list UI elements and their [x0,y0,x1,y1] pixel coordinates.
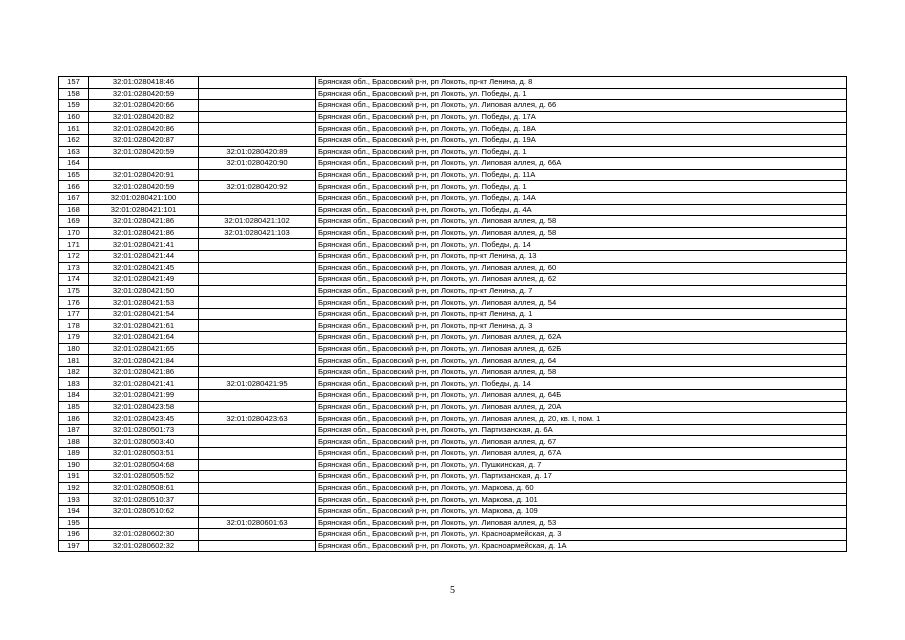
row-number-cell: 184 [59,390,89,402]
address-cell: Брянская обл., Брасовский р-н, рп Локоть, пр-кт Ленина, д. 1 [316,308,847,320]
row-number-cell: 179 [59,332,89,344]
table-row [59,262,847,274]
cadastral-number-cell: 32:01:0280602:32 [89,540,199,552]
row-number-cell: 193 [59,494,89,506]
address-cell: Брянская обл., Брасовский р-н, рп Локоть, ул. Липовая аллея, д. 62Б [316,343,847,355]
related-cadastral-number-cell [199,88,316,100]
related-cadastral-number-cell [199,297,316,309]
cadastral-number-cell: 32:01:0280421:50 [89,285,199,297]
address-cell: Брянская обл., Брасовский р-н, рп Локоть, ул. Липовая аллея, д. 58 [316,216,847,228]
row-number-cell: 181 [59,355,89,367]
table-row [59,343,847,355]
table-row [59,181,847,193]
cadastral-number-cell: 32:01:0280421:86 [89,216,199,228]
address-cell: Брянская обл., Брасовский р-н, рп Локоть, ул. Маркова, д. 60 [316,482,847,494]
cadastral-number-cell: 32:01:0280421:86 [89,227,199,239]
row-number-cell: 195 [59,517,89,529]
table-row [59,540,847,552]
related-cadastral-number-cell [199,250,316,262]
related-cadastral-number-cell [199,459,316,471]
table-row [59,366,847,378]
table-row [59,227,847,239]
row-number-cell: 174 [59,274,89,286]
row-number-cell: 188 [59,436,89,448]
cadastral-number-cell: 32:01:0280421:44 [89,250,199,262]
table-row [59,192,847,204]
address-cell: Брянская обл., Брасовский р-н, рп Локоть, ул. Партизанская, д. 6А [316,424,847,436]
related-cadastral-number-cell [199,540,316,552]
related-cadastral-number-cell: 32:01:0280421:95 [199,378,316,390]
table-row [59,320,847,332]
cadastral-number-cell: 32:01:0280421:99 [89,390,199,402]
address-cell: Брянская обл., Брасовский р-н, рп Локоть, ул. Липовая аллея, д. 58 [316,227,847,239]
address-cell: Брянская обл., Брасовский р-н, рп Локоть, ул. Липовая аллея, д. 58 [316,366,847,378]
cadastral-number-cell: 32:01:0280421:49 [89,274,199,286]
related-cadastral-number-cell [199,111,316,123]
address-cell: Брянская обл., Брасовский р-н, рп Локоть, ул. Красноармейская, д. 1А [316,540,847,552]
row-number-cell: 166 [59,181,89,193]
address-cell: Брянская обл., Брасовский р-н, рп Локоть, пр-кт Ленина, д. 13 [316,250,847,262]
cadastral-number-cell: 32:01:0280423:58 [89,401,199,413]
table-row [59,505,847,517]
table-row [59,88,847,100]
table-row [59,517,847,529]
table-row [59,436,847,448]
table-row [59,274,847,286]
cadastral-number-cell: 32:01:0280420:87 [89,134,199,146]
cadastral-number-cell: 32:01:0280420:66 [89,100,199,112]
table-row [59,494,847,506]
address-cell: Брянская обл., Брасовский р-н, рп Локоть, ул. Липовая аллея, д. 60 [316,262,847,274]
page-number: 5 [450,585,455,596]
related-cadastral-number-cell [199,436,316,448]
table-row [59,169,847,181]
cadastral-number-cell: 32:01:0280418:46 [89,77,199,89]
cadastral-number-cell: 32:01:0280504:68 [89,459,199,471]
table-row [59,100,847,112]
row-number-cell: 183 [59,378,89,390]
table-row [59,146,847,158]
row-number-cell: 194 [59,505,89,517]
table-row [59,482,847,494]
related-cadastral-number-cell: 32:01:0280420:90 [199,158,316,170]
row-number-cell: 186 [59,413,89,425]
row-number-cell: 175 [59,285,89,297]
cadastral-number-cell: 32:01:0280421:53 [89,297,199,309]
row-number-cell: 157 [59,77,89,89]
table-row [59,390,847,402]
address-cell: Брянская обл., Брасовский р-н, рп Локоть, ул. Липовая аллея, д. 53 [316,517,847,529]
related-cadastral-number-cell [199,239,316,251]
related-cadastral-number-cell [199,448,316,460]
table-body [59,77,847,552]
table-row [59,285,847,297]
row-number-cell: 192 [59,482,89,494]
cadastral-number-cell: 32:01:0280505:52 [89,471,199,483]
related-cadastral-number-cell [199,123,316,135]
table-row [59,424,847,436]
table-row [59,355,847,367]
row-number-cell: 180 [59,343,89,355]
related-cadastral-number-cell [199,204,316,216]
table-row [59,134,847,146]
row-number-cell: 168 [59,204,89,216]
row-number-cell: 163 [59,146,89,158]
row-number-cell: 167 [59,192,89,204]
row-number-cell: 189 [59,448,89,460]
related-cadastral-number-cell: 32:01:0280420:92 [199,181,316,193]
related-cadastral-number-cell: 32:01:0280421:102 [199,216,316,228]
related-cadastral-number-cell [199,390,316,402]
related-cadastral-number-cell [199,134,316,146]
table-row [59,448,847,460]
address-cell: Брянская обл., Брасовский р-н, рп Локоть, ул. Липовая аллея, д. 66 [316,100,847,112]
address-cell: Брянская обл., Брасовский р-н, рп Локоть, ул. Победы, д. 1 [316,181,847,193]
cadastral-number-cell: 32:01:0280421:65 [89,343,199,355]
table-row [59,77,847,89]
related-cadastral-number-cell [199,100,316,112]
address-cell: Брянская обл., Брасовский р-н, рп Локоть, ул. Пушкинская, д. 7 [316,459,847,471]
related-cadastral-number-cell [199,529,316,541]
table-row [59,204,847,216]
address-cell: Брянская обл., Брасовский р-н, рп Локоть, ул. Победы, д. 19А [316,134,847,146]
table-row [59,332,847,344]
table-row [59,401,847,413]
row-number-cell: 187 [59,424,89,436]
cadastral-number-cell: 32:01:0280421:84 [89,355,199,367]
address-cell: Брянская обл., Брасовский р-н, рп Локоть, ул. Липовая аллея, д. 54 [316,297,847,309]
row-number-cell: 191 [59,471,89,483]
cadastral-number-cell: 32:01:0280421:64 [89,332,199,344]
table-row [59,158,847,170]
row-number-cell: 171 [59,239,89,251]
related-cadastral-number-cell: 32:01:0280420:89 [199,146,316,158]
address-cell: Брянская обл., Брасовский р-н, рп Локоть, пр-кт Ленина, д. 3 [316,320,847,332]
related-cadastral-number-cell [199,332,316,344]
address-cell: Брянская обл., Брасовский р-н, рп Локоть, ул. Липовая аллея, д. 64Б [316,390,847,402]
cadastral-number-cell: 32:01:0280423:45 [89,413,199,425]
cadastral-number-cell: 32:01:0280421:100 [89,192,199,204]
cadastral-number-cell: 32:01:0280421:41 [89,239,199,251]
row-number-cell: 176 [59,297,89,309]
related-cadastral-number-cell [199,285,316,297]
cadastral-number-cell: 32:01:0280421:61 [89,320,199,332]
row-number-cell: 159 [59,100,89,112]
address-cell: Брянская обл., Брасовский р-н, рп Локоть, ул. Маркова, д. 109 [316,505,847,517]
cadastral-number-cell: 32:01:0280508:61 [89,482,199,494]
related-cadastral-number-cell [199,343,316,355]
row-number-cell: 182 [59,366,89,378]
cadastral-number-cell: 32:01:0280421:86 [89,366,199,378]
row-number-cell: 160 [59,111,89,123]
row-number-cell: 190 [59,459,89,471]
address-cell: Брянская обл., Брасовский р-н, рп Локоть, ул. Липовая аллея, д. 20А [316,401,847,413]
address-cell: Брянская обл., Брасовский р-н, рп Локоть, ул. Партизанская, д. 17 [316,471,847,483]
cadastral-number-cell: 32:01:0280421:54 [89,308,199,320]
cadastral-number-cell [89,517,199,529]
related-cadastral-number-cell [199,471,316,483]
address-cell: Брянская обл., Брасовский р-н, рп Локоть, ул. Победы, д. 18А [316,123,847,135]
related-cadastral-number-cell [199,366,316,378]
address-cell: Брянская обл., Брасовский р-н, рп Локоть, ул. Липовая аллея, д. 62 [316,274,847,286]
address-cell: Брянская обл., Брасовский р-н, рп Локоть, ул. Липовая аллея, д. 67 [316,436,847,448]
address-cell: Брянская обл., Брасовский р-н, рп Локоть, ул. Красноармейская, д. 3 [316,529,847,541]
cadastral-number-cell: 32:01:0280420:82 [89,111,199,123]
row-number-cell: 197 [59,540,89,552]
address-cell: Брянская обл., Брасовский р-н, рп Локоть, ул. Липовая аллея, д. 62А [316,332,847,344]
cadastral-number-cell: 32:01:0280420:59 [89,88,199,100]
related-cadastral-number-cell: 32:01:0280421:103 [199,227,316,239]
address-cell: Брянская обл., Брасовский р-н, рп Локоть, ул. Победы, д. 1 [316,88,847,100]
cadastral-number-cell: 32:01:0280501:73 [89,424,199,436]
table-row [59,297,847,309]
address-cell: Брянская обл., Брасовский р-н, рп Локоть, пр-кт Ленина, д. 7 [316,285,847,297]
cadastral-number-cell: 32:01:0280420:86 [89,123,199,135]
cadastral-number-cell: 32:01:0280421:101 [89,204,199,216]
cadastral-number-cell: 32:01:0280420:59 [89,146,199,158]
address-cell: Брянская обл., Брасовский р-н, рп Локоть, ул. Липовая аллея, д. 64 [316,355,847,367]
address-cell: Брянская обл., Брасовский р-н, рп Локоть, ул. Победы, д. 4А [316,204,847,216]
table-row [59,529,847,541]
row-number-cell: 161 [59,123,89,135]
table-row [59,413,847,425]
address-cell: Брянская обл., Брасовский р-н, рп Локоть, ул. Победы, д. 1 [316,146,847,158]
related-cadastral-number-cell [199,274,316,286]
row-number-cell: 164 [59,158,89,170]
related-cadastral-number-cell [199,192,316,204]
related-cadastral-number-cell [199,77,316,89]
cadastral-number-cell: 32:01:0280420:59 [89,181,199,193]
table-row [59,250,847,262]
row-number-cell: 169 [59,216,89,228]
related-cadastral-number-cell [199,401,316,413]
related-cadastral-number-cell [199,482,316,494]
cadastral-number-cell: 32:01:0280421:41 [89,378,199,390]
address-cell: Брянская обл., Брасовский р-н, рп Локоть, ул. Липовая аллея, д. 66А [316,158,847,170]
related-cadastral-number-cell [199,494,316,506]
address-cell: Брянская обл., Брасовский р-н, рп Локоть, ул. Победы, д. 14А [316,192,847,204]
row-number-cell: 165 [59,169,89,181]
table-row [59,111,847,123]
table-row [59,459,847,471]
row-number-cell: 170 [59,227,89,239]
related-cadastral-number-cell [199,262,316,274]
address-cell: Брянская обл., Брасовский р-н, рп Локоть, ул. Липовая аллея, д. 67А [316,448,847,460]
table-row [59,308,847,320]
cadastral-number-cell: 32:01:0280421:45 [89,262,199,274]
address-cell: Брянская обл., Брасовский р-н, рп Локоть, ул. Победы, д. 11А [316,169,847,181]
related-cadastral-number-cell: 32:01:0280423:63 [199,413,316,425]
address-cell: Брянская обл., Брасовский р-н, рп Локоть, пр-кт Ленина, д. 8 [316,77,847,89]
related-cadastral-number-cell [199,308,316,320]
cadastral-number-cell: 32:01:0280602:30 [89,529,199,541]
row-number-cell: 158 [59,88,89,100]
row-number-cell: 173 [59,262,89,274]
cadastral-number-cell [89,158,199,170]
related-cadastral-number-cell: 32:01:0280601:63 [199,517,316,529]
cadastral-number-cell: 32:01:0280510:37 [89,494,199,506]
table-row [59,216,847,228]
cadastral-number-cell: 32:01:0280510:62 [89,505,199,517]
row-number-cell: 185 [59,401,89,413]
cadastral-number-cell: 32:01:0280503:40 [89,436,199,448]
row-number-cell: 177 [59,308,89,320]
related-cadastral-number-cell [199,424,316,436]
row-number-cell: 172 [59,250,89,262]
row-number-cell: 196 [59,529,89,541]
row-number-cell: 178 [59,320,89,332]
address-cell: Брянская обл., Брасовский р-н, рп Локоть, ул. Липовая аллея, д. 20, кв. I, пом. 1 [316,413,847,425]
address-cell: Брянская обл., Брасовский р-н, рп Локоть, ул. Победы, д. 17А [316,111,847,123]
row-number-cell: 162 [59,134,89,146]
cadastral-number-cell: 32:01:0280503:51 [89,448,199,460]
table-row [59,239,847,251]
table-row [59,471,847,483]
address-cell: Брянская обл., Брасовский р-н, рп Локоть, ул. Маркова, д. 101 [316,494,847,506]
table-row [59,123,847,135]
related-cadastral-number-cell [199,355,316,367]
table-row [59,378,847,390]
address-cell: Брянская обл., Брасовский р-н, рп Локоть, ул. Победы, д. 14 [316,378,847,390]
related-cadastral-number-cell [199,169,316,181]
address-cell: Брянская обл., Брасовский р-н, рп Локоть, ул. Победы, д. 14 [316,239,847,251]
related-cadastral-number-cell [199,320,316,332]
cadastral-number-cell: 32:01:0280420:91 [89,169,199,181]
cadastral-table [58,76,847,552]
related-cadastral-number-cell [199,505,316,517]
